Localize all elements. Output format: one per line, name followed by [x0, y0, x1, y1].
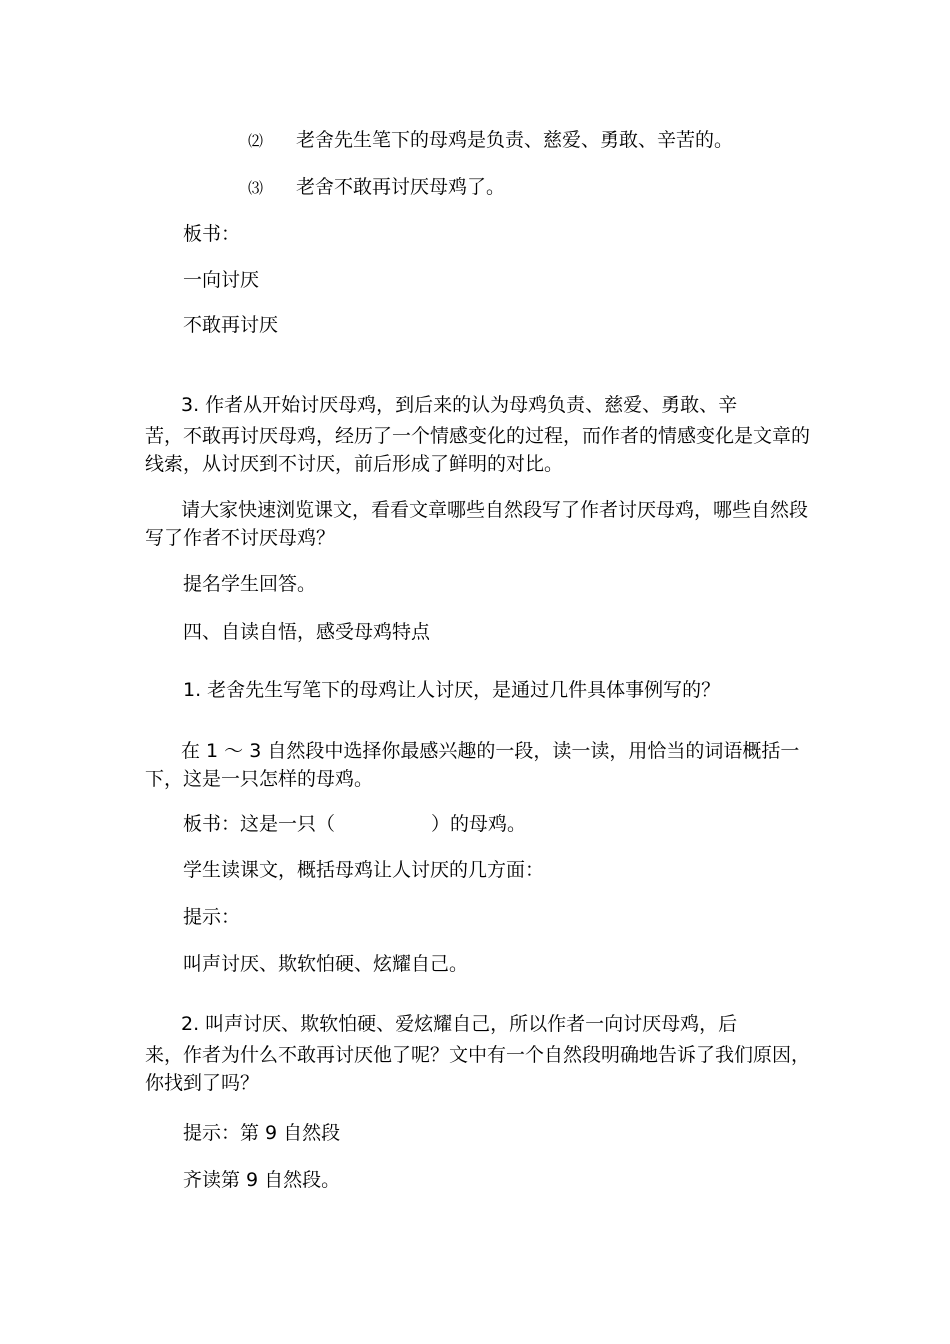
board-line-3 [183, 812, 526, 836]
paragraph-choose [145, 737, 815, 793]
paragraph-text: 在 1 ～ 3 自然段中选择你最感兴趣的一段，读一读，用恰当的词语概括一下，这是一只怎样的母鸡。 [145, 740, 800, 790]
hint-label: 提示： [183, 906, 241, 928]
question-1: 1. 老舍先生写笔下的母鸡让人讨厌，是通过几件具体事例写的？ [183, 679, 721, 701]
section-heading-4: 四、自读自悟，感受母鸡特点 [183, 621, 431, 643]
hint-text: 叫声讨厌、欺软怕硬、炫耀自己。 [183, 953, 469, 975]
board-text-after: ）的母鸡。 [431, 813, 527, 835]
paragraph-rest: 苦，不敢再讨厌母鸡，经历了一个情感变化的过程，而作者的情感变化是文章的线索，从讨厌到不讨厌，前后形成了鲜明的对比。 [145, 425, 811, 475]
list-item-text: 老舍先生笔下的母鸡是负责、慈爱、勇敢、辛苦的。 [296, 129, 734, 151]
list-marker: ⑵ [248, 132, 264, 150]
board-label: 板书： [183, 223, 241, 245]
list-marker: ⑶ [248, 179, 264, 197]
paragraph-text: 请大家快速浏览课文，看看文章哪些自然段写了作者讨厌母鸡，哪些自然段写了作者不讨厌母鸡？ [145, 499, 809, 549]
student-line: 学生读课文，概括母鸡让人讨厌的几方面： [183, 859, 545, 881]
paragraph-3 [145, 390, 815, 478]
hint-paragraph-9: 提示：第 9 自然段 [183, 1122, 341, 1144]
paragraph-first-line: 2. 叫声讨厌、欺软怕硬、爱炫耀自己，所以作者一向讨厌母鸡，后 [181, 1013, 738, 1035]
paragraph-browse [145, 496, 815, 552]
board-text-before: 板书：这是一只（ [183, 813, 336, 835]
question-2 [145, 1009, 815, 1097]
paragraph-first-line: 3. 作者从开始讨厌母鸡，到后来的认为母鸡负责、慈爱、勇敢、辛 [181, 394, 738, 416]
list-item-text: 老舍不敢再讨厌母鸡了。 [296, 176, 506, 198]
paragraph-rest: 来，作者为什么不敢再讨厌他了呢？文中有一个自然段明确地告诉了我们原因，你找到了吗？ [145, 1044, 811, 1094]
list-item-3 [248, 175, 505, 200]
list-item-2 [248, 128, 733, 153]
board-line-1: 一向讨厌 [183, 269, 260, 291]
board-line-2: 不敢再讨厌 [183, 314, 279, 336]
answer-line: 提名学生回答。 [183, 573, 317, 595]
read-paragraph-9: 齐读第 9 自然段。 [183, 1169, 341, 1191]
